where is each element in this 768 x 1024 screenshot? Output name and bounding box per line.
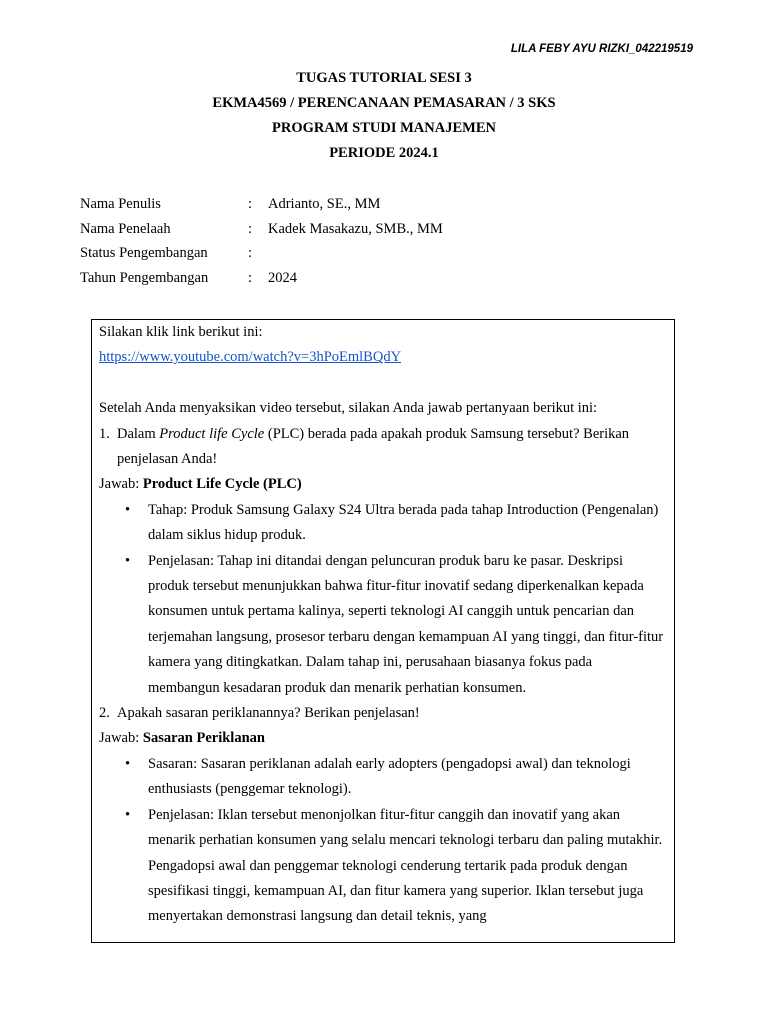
bullet-text: Penjelasan: Iklan tersebut menonjolkan fitur-fitur canggih dan inovatif yang akan menarik perhatian konsumen yang selalu mencari teknologi terbaru dan paling mutakhir. Pengadopsi awal dan penggemar teknologi cenderung tertarik pada produk dengan spesifikasi tinggi, kemampuan AI, dan fitur kamera yang superior. Iklan tersebut juga menyertakan demonstrasi langsung dan detail teknis, yang — [148, 806, 663, 925]
list-item — [99, 752, 664, 803]
meta-colon: : — [248, 270, 253, 287]
answer-2-bullets — [99, 752, 664, 930]
meta-value: Kadek Masakazu, SMB., MM — [268, 220, 443, 237]
meta-value: Adrianto, SE., MM — [268, 196, 381, 212]
youtube-link[interactable]: https://www.youtube.com/watch?v=3hPoEmlBQdY — [99, 349, 402, 366]
instruction-text: Setelah Anda menyaksikan video tersebut, silakan Anda jawab pertanyaan berikut ini: — [99, 400, 598, 417]
meta-label: Nama Penulis — [80, 196, 161, 212]
list-item — [99, 498, 664, 549]
meta-colon: : — [248, 196, 253, 212]
meta-row-penelaah — [80, 217, 443, 242]
question-number: 2. — [99, 705, 110, 722]
answer-prefix: Jawab: — [99, 730, 143, 747]
meta-label: Nama Penelaah — [80, 220, 171, 237]
title-line-1: TUGAS TUTORIAL SESI 3 — [296, 70, 472, 86]
question-box — [91, 319, 675, 943]
meta-value: 2024 — [268, 270, 297, 287]
answer-heading: Sasaran Periklanan — [142, 730, 265, 747]
question-number: 1. — [99, 425, 110, 442]
answer-heading: Product Life Cycle (PLC) — [142, 476, 302, 493]
list-item — [99, 803, 664, 930]
meta-colon: : — [248, 220, 253, 237]
question-text-post: (PLC) berada pada apakah produk Samsung tersebut? Berikan penjelasan Anda! — [117, 425, 630, 468]
meta-row-penulis — [80, 192, 443, 217]
bullet-icon: • — [125, 501, 131, 518]
question-text: Apakah sasaran periklanannya? Berikan penjelasan! — [117, 705, 420, 722]
intro-text: Silakan klik link berikut ini: — [99, 324, 263, 340]
meta-label: Tahun Pengembangan — [80, 270, 209, 287]
meta-colon: : — [248, 245, 253, 262]
blank-line — [99, 371, 664, 396]
question-1 — [99, 422, 664, 473]
bullet-icon: • — [125, 552, 131, 569]
question-2 — [99, 701, 664, 726]
answer-2-heading — [99, 726, 664, 751]
document-titles — [0, 66, 768, 166]
bullet-text: Tahap: Produk Samsung Galaxy S24 Ultra berada pada tahap Introduction (Pengenalan) dalam siklus hidup produk. — [148, 501, 659, 544]
bullet-icon: • — [125, 806, 131, 823]
title-line-4: PERIODE 2024.1 — [329, 145, 439, 161]
meta-label: Status Pengembangan — [80, 245, 208, 262]
author-name: LILA FEBY AYU RIZKI_042219519 — [510, 43, 693, 55]
answer-1-heading — [99, 472, 664, 497]
question-text — [117, 422, 664, 473]
list-item — [99, 549, 664, 701]
meta-row-tahun — [80, 266, 443, 291]
metadata-table — [80, 192, 443, 291]
question-text-pre: Dalam — [117, 425, 160, 442]
meta-row-status — [80, 241, 443, 266]
bullet-icon: • — [125, 755, 131, 772]
question-text-italic: Product life Cycle — [159, 425, 265, 442]
bullet-text: Sasaran: Sasaran periklanan adalah early adopters (pengadopsi awal) dan teknologi enthusiasts (penggemar teknologi). — [148, 755, 631, 798]
answer-1-bullets — [99, 498, 664, 701]
answer-prefix: Jawab: — [99, 476, 143, 493]
bullet-text: Penjelasan: Tahap ini ditandai dengan peluncuran produk baru ke pasar. Deskripsi produk tersebut menunjukkan bahwa fitur-fitur inovatif sedang diperkenalkan kepada konsumen untuk pertama kalinya, seperti teknologi AI canggih untuk pencarian dan terjemahan langsung, prosesor terbaru dengan kemampuan AI yang tinggi, dan fitur-fitur kamera yang ditingkatkan. Dalam tahap ini, perusahaan biasanya fokus pada membangun kesadaran produk dan menarik perhatian konsumen. — [148, 552, 664, 696]
title-line-2: EKMA4569 / PERENCANAAN PEMASARAN / 3 SKS — [212, 95, 556, 111]
title-line-3: PROGRAM STUDI MANAJEMEN — [272, 120, 496, 136]
